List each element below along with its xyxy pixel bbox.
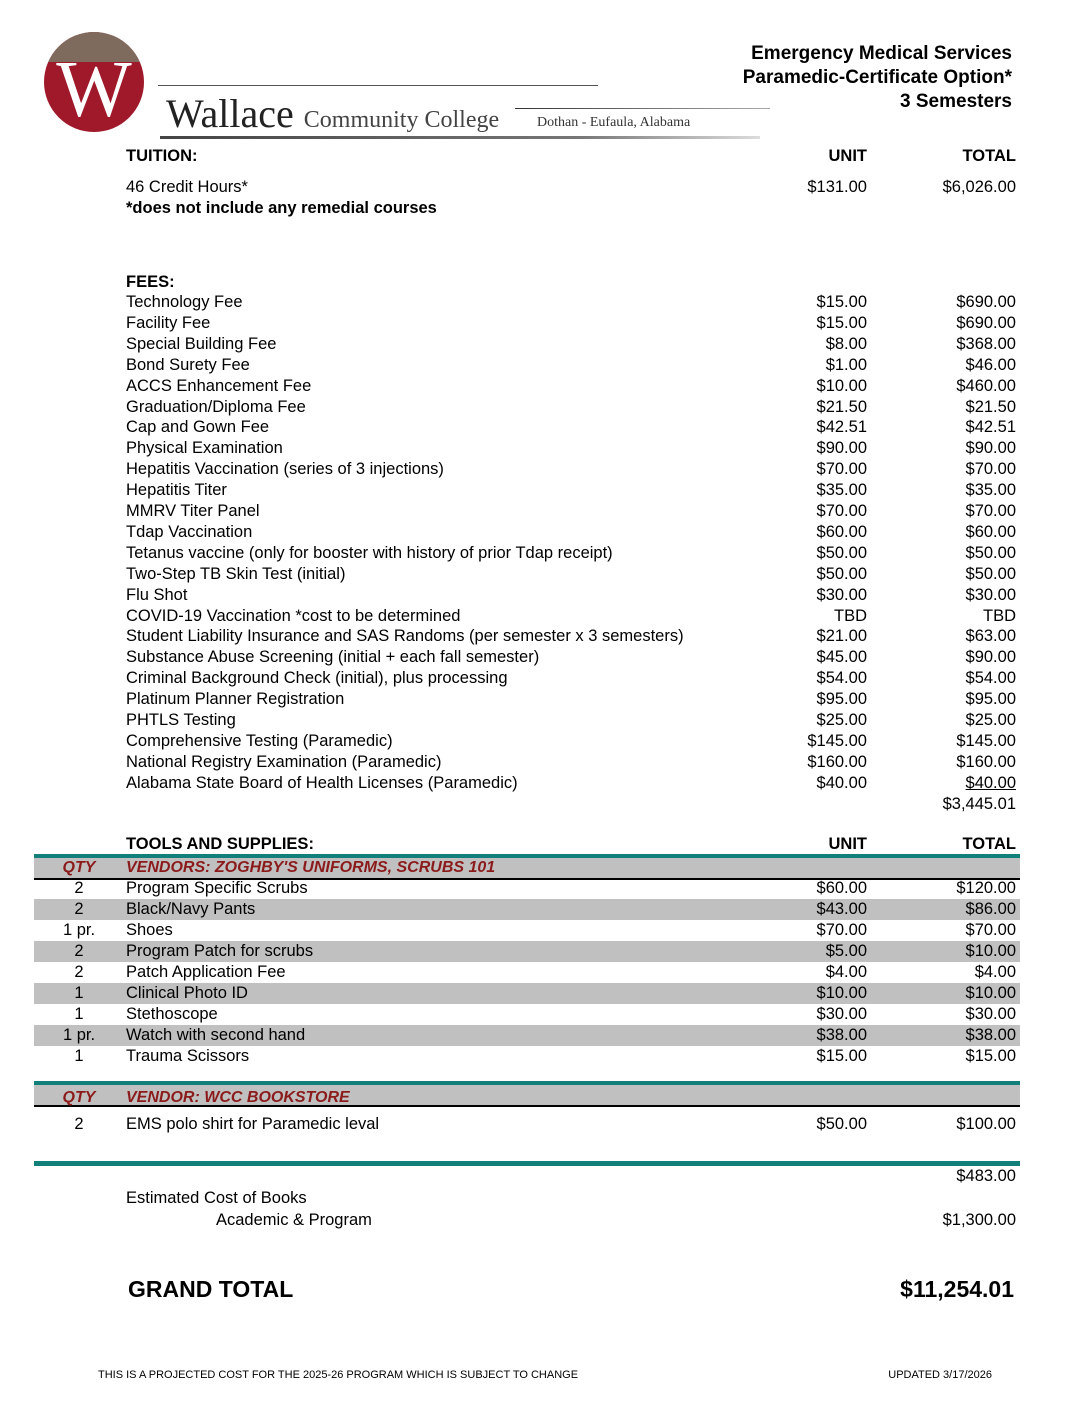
fee-label: Graduation/Diploma Fee xyxy=(126,397,306,416)
fee-unit: $160.00 xyxy=(807,752,867,771)
supply-row xyxy=(0,878,1088,899)
location-rule xyxy=(515,108,770,109)
supply-row xyxy=(0,1114,1088,1135)
header-rule-bottom xyxy=(160,136,760,139)
books-row xyxy=(0,1188,1088,1209)
college-location: Dothan - Eufaula, Alabama xyxy=(537,115,691,130)
supply-total: $38.00 xyxy=(965,1026,1016,1044)
supply-unit: $70.00 xyxy=(816,921,867,939)
fee-label: Alabama State Board of Health Licenses (Paramedic) xyxy=(126,773,518,792)
supply-total: $15.00 xyxy=(965,1047,1016,1065)
fee-label: ACCS Enhancement Fee xyxy=(126,376,312,395)
fee-label: Special Building Fee xyxy=(126,334,277,353)
supply-unit: $30.00 xyxy=(816,1005,867,1023)
fee-unit: $50.00 xyxy=(816,543,867,562)
fee-row xyxy=(0,731,1088,752)
fee-total: $70.00 xyxy=(965,460,1016,479)
supply-total: $4.00 xyxy=(974,963,1016,981)
supply-unit: $38.00 xyxy=(816,1026,867,1044)
fee-row xyxy=(0,480,1088,501)
tuition-unit: $131.00 xyxy=(807,178,867,196)
fee-unit: $25.00 xyxy=(816,711,867,729)
fee-unit: $35.00 xyxy=(816,481,867,500)
supply-total: $100.00 xyxy=(956,1115,1016,1133)
fee-label: Hepatitis Titer xyxy=(126,481,227,500)
fee-total: $30.00 xyxy=(965,585,1016,604)
books-total: $1,300.00 xyxy=(942,1211,1016,1229)
grand-total-value: $11,254.01 xyxy=(900,1276,1014,1302)
supply-row xyxy=(0,1025,1088,1046)
fee-label: PHTLS Testing xyxy=(126,711,236,729)
college-name-rest: Community College xyxy=(303,107,500,133)
supply-label: Clinical Photo ID xyxy=(126,984,248,1002)
fee-total: $90.00 xyxy=(965,648,1016,667)
supply-row xyxy=(0,941,1088,962)
fee-total: $21.50 xyxy=(965,397,1016,416)
total-column-header: TOTAL xyxy=(962,147,1016,165)
supply-qty: 2 xyxy=(74,1115,84,1133)
tuition-row xyxy=(0,177,1088,198)
books-label: Estimated Cost of Books xyxy=(126,1189,307,1207)
supply-unit: $10.00 xyxy=(816,984,867,1002)
fee-unit: $50.00 xyxy=(816,564,867,583)
books-sub-label: Academic & Program xyxy=(216,1211,372,1229)
supply-row xyxy=(0,962,1088,983)
fee-row xyxy=(0,417,1088,438)
supply-qty: 1 xyxy=(74,984,84,1002)
fee-total: $42.51 xyxy=(965,418,1016,437)
fee-total: $25.00 xyxy=(965,711,1016,729)
college-logo xyxy=(44,32,144,132)
supply-label: Watch with second hand xyxy=(126,1026,306,1044)
tuition-header-row xyxy=(0,146,1088,167)
unit-column-header: UNIT xyxy=(828,147,867,165)
supplies-heading: TOOLS AND SUPPLIES: xyxy=(126,835,314,853)
fee-unit: $21.00 xyxy=(816,627,867,646)
fee-total: $46.00 xyxy=(965,355,1016,374)
supply-total: $10.00 xyxy=(965,984,1016,1002)
supply-qty: 2 xyxy=(74,963,84,981)
fee-unit: $15.00 xyxy=(816,313,867,332)
fee-label: Substance Abuse Screening (initial + each fall semester) xyxy=(126,648,540,667)
vendor-2-name: VENDOR: WCC BOOKSTORE xyxy=(126,1089,350,1106)
supply-unit: $60.00 xyxy=(816,879,867,897)
fee-unit: $70.00 xyxy=(816,502,867,520)
footer-disclaimer: THIS IS A PROJECTED COST FOR THE 2025-26 PROGRAM WHICH IS SUBJECT TO CHANGE xyxy=(98,1369,579,1381)
fee-unit: $54.00 xyxy=(816,669,867,688)
supply-unit: $5.00 xyxy=(825,942,867,960)
fee-row xyxy=(0,376,1088,397)
fee-total: $60.00 xyxy=(965,522,1016,541)
supply-unit: $15.00 xyxy=(816,1047,867,1065)
fee-total: $160.00 xyxy=(956,752,1016,771)
program-title-line-1: Emergency Medical Services xyxy=(751,43,1012,64)
fee-unit: $1.00 xyxy=(825,355,867,374)
vendor-row-2 xyxy=(0,1087,1088,1108)
fee-row xyxy=(0,564,1088,585)
fee-label: National Registry Examination (Paramedic) xyxy=(126,752,442,771)
fees-subtotal: $3,445.01 xyxy=(942,795,1016,813)
vendor-1-name: VENDORS: ZOGHBY'S UNIFORMS, SCRUBS 101 xyxy=(126,859,496,876)
fee-row xyxy=(0,522,1088,543)
supply-label: Stethoscope xyxy=(126,1005,218,1023)
fee-label: Physical Examination xyxy=(126,439,283,458)
qty-header: QTY xyxy=(62,859,96,876)
supply-qty: 2 xyxy=(74,900,84,918)
supply-label: Patch Application Fee xyxy=(126,963,286,981)
fee-row xyxy=(0,606,1088,627)
header-rule-top xyxy=(158,85,598,86)
fee-total: $95.00 xyxy=(965,690,1016,709)
fee-total: $690.00 xyxy=(956,313,1016,332)
supplies-unit-header: UNIT xyxy=(828,835,867,853)
fee-unit: $90.00 xyxy=(816,439,867,458)
fee-total: $70.00 xyxy=(965,502,1016,520)
supply-label: EMS polo shirt for Paramedic leval xyxy=(126,1115,380,1133)
fee-label: COVID-19 Vaccination *cost to be determined xyxy=(126,606,461,625)
supplies-header-row xyxy=(0,834,1088,855)
fees-heading: FEES: xyxy=(126,273,175,291)
fee-label: Cap and Gown Fee xyxy=(126,418,270,437)
fee-row xyxy=(0,773,1088,794)
fee-unit: $40.00 xyxy=(816,773,867,792)
fee-row xyxy=(0,397,1088,418)
fee-total: $54.00 xyxy=(965,669,1016,688)
fee-unit: $8.00 xyxy=(825,334,867,353)
fee-row xyxy=(0,585,1088,606)
supply-label: Black/Navy Pants xyxy=(126,900,256,918)
fee-unit: TBD xyxy=(834,606,867,625)
fee-row xyxy=(0,689,1088,710)
fee-label: Platinum Planner Registration xyxy=(126,690,345,709)
supply-qty: 2 xyxy=(74,879,84,897)
fee-unit: $70.00 xyxy=(816,460,867,479)
fee-row xyxy=(0,626,1088,647)
fee-row xyxy=(0,668,1088,689)
fee-row xyxy=(0,543,1088,564)
fee-total: $460.00 xyxy=(956,376,1016,395)
supply-qty: 1 xyxy=(74,1005,84,1023)
fee-label: MMRV Titer Panel xyxy=(126,502,260,520)
fee-unit: $145.00 xyxy=(807,731,867,750)
supply-label: Program Patch for scrubs xyxy=(126,942,314,960)
fee-label: Tetanus vaccine (only for booster with history of prior Tdap receipt) xyxy=(126,543,613,562)
supply-unit: $43.00 xyxy=(816,900,867,918)
supply-label: Trauma Scissors xyxy=(126,1047,250,1065)
logo-letter: W xyxy=(56,46,132,132)
fee-label: Hepatitis Vaccination (series of 3 injections) xyxy=(126,460,444,479)
fee-row xyxy=(0,752,1088,773)
fee-row xyxy=(0,334,1088,355)
supply-qty: 1 xyxy=(74,1047,84,1065)
grand-total-label: GRAND TOTAL xyxy=(128,1276,294,1302)
fee-total: $50.00 xyxy=(965,543,1016,562)
fee-total: $40.00 xyxy=(965,773,1016,792)
fee-label: Student Liability Insurance and SAS Randoms (per semester x 3 semesters) xyxy=(126,627,684,646)
college-name xyxy=(166,92,499,142)
fee-row xyxy=(0,313,1088,334)
fees-subtotal-row xyxy=(0,794,1088,815)
supplies-subtotal-row xyxy=(0,1166,1088,1187)
fee-unit: $15.00 xyxy=(816,293,867,311)
supply-row xyxy=(0,920,1088,941)
fee-row xyxy=(0,647,1088,668)
fee-label: Technology Fee xyxy=(126,293,243,311)
supply-unit: $4.00 xyxy=(825,963,867,981)
college-name-main: Wallace xyxy=(166,91,294,136)
supply-label: Program Specific Scrubs xyxy=(126,879,308,897)
fee-label: Tdap Vaccination xyxy=(126,522,253,541)
program-title-line-2: Paramedic-Certificate Option* xyxy=(742,67,1012,88)
supply-total: $70.00 xyxy=(965,921,1016,939)
fee-total: $368.00 xyxy=(956,334,1016,353)
fee-total: TBD xyxy=(983,606,1016,625)
fee-unit: $60.00 xyxy=(816,522,867,541)
fee-row xyxy=(0,459,1088,480)
supply-qty: 2 xyxy=(74,942,84,960)
tuition-label: 46 Credit Hours* xyxy=(126,178,248,196)
fee-label: Criminal Background Check (initial), plus processing xyxy=(126,669,508,688)
fee-label: Facility Fee xyxy=(126,313,211,332)
supply-unit: $50.00 xyxy=(816,1115,867,1133)
fee-label: Comprehensive Testing (Paramedic) xyxy=(126,731,393,750)
supply-qty: 1 pr. xyxy=(62,921,96,939)
grand-total-row xyxy=(0,1276,1088,1306)
fee-unit: $42.51 xyxy=(816,418,867,437)
supply-qty: 1 pr. xyxy=(62,1026,96,1044)
program-title-line-3: 3 Semesters xyxy=(900,91,1012,112)
fee-label: Flu Shot xyxy=(126,585,188,604)
fee-row xyxy=(0,292,1088,313)
supply-total: $30.00 xyxy=(965,1005,1016,1023)
fee-row xyxy=(0,501,1088,522)
fee-total: $90.00 xyxy=(965,439,1016,458)
fee-label: Two-Step TB Skin Test (initial) xyxy=(126,564,346,583)
supply-row xyxy=(0,983,1088,1004)
supply-total: $120.00 xyxy=(956,879,1016,897)
supply-row xyxy=(0,899,1088,920)
fee-row xyxy=(0,438,1088,459)
fee-label: Bond Surety Fee xyxy=(126,355,250,374)
fee-unit: $30.00 xyxy=(816,585,867,604)
tuition-total: $6,026.00 xyxy=(942,178,1016,196)
supply-row xyxy=(0,1046,1088,1067)
fee-unit: $10.00 xyxy=(816,376,867,395)
tuition-heading: TUITION: xyxy=(126,147,198,165)
fees-header-row xyxy=(0,272,1088,293)
qty-header: QTY xyxy=(62,1089,96,1106)
supply-total: $10.00 xyxy=(965,942,1016,960)
fee-total: $145.00 xyxy=(956,731,1016,750)
supplies-subtotal: $483.00 xyxy=(956,1167,1016,1185)
supply-total: $86.00 xyxy=(965,900,1016,918)
vendor-row-1 xyxy=(0,857,1088,878)
fee-total: $63.00 xyxy=(965,627,1016,646)
tuition-note-row xyxy=(0,198,1088,219)
fee-total: $690.00 xyxy=(956,293,1016,311)
fee-total: $35.00 xyxy=(965,481,1016,500)
fee-row xyxy=(0,355,1088,376)
fee-total: $50.00 xyxy=(965,564,1016,583)
books-sub-row xyxy=(0,1210,1088,1231)
fee-unit: $21.50 xyxy=(816,397,867,416)
supplies-total-header: TOTAL xyxy=(962,835,1016,853)
supply-row xyxy=(0,1004,1088,1025)
program-title xyxy=(743,42,1012,114)
footer-updated: UPDATED 3/17/2026 xyxy=(888,1369,992,1381)
fee-unit: $45.00 xyxy=(816,648,867,667)
tuition-note: *does not include any remedial courses xyxy=(126,199,437,217)
fee-unit: $95.00 xyxy=(816,690,867,709)
fee-row xyxy=(0,710,1088,731)
supply-label: Shoes xyxy=(126,921,173,939)
